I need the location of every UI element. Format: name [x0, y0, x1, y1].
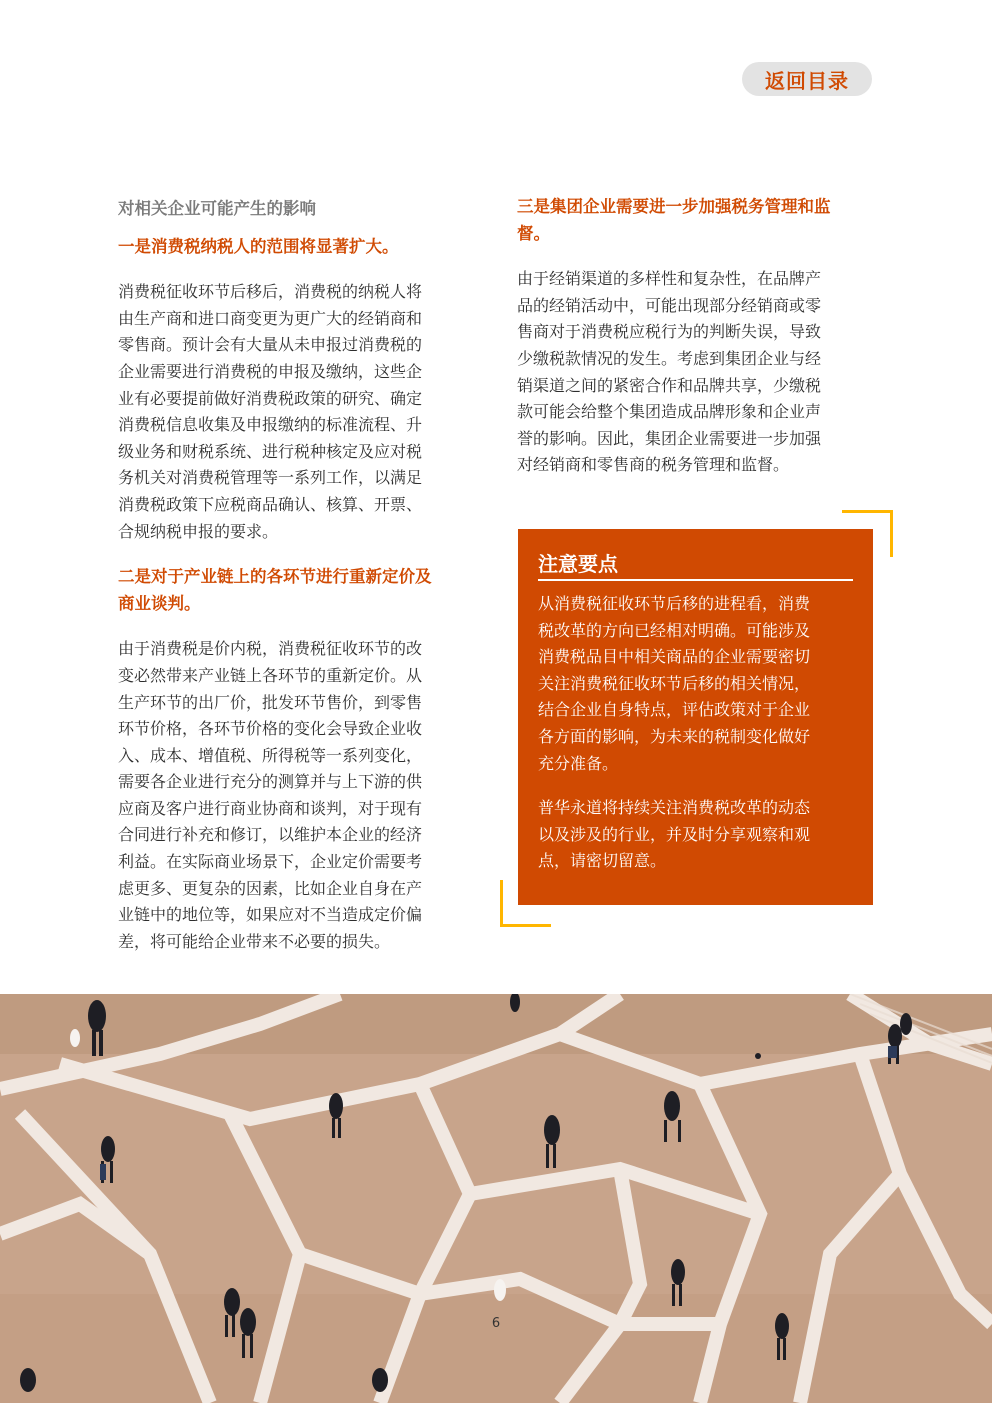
text-line: 消费税品目中相关商品的企业需要密切 [538, 647, 811, 667]
text-line: 充分准备。 [538, 753, 619, 773]
text-line: 应商及客户进行商业协商和谈判，对于现有 [118, 798, 423, 818]
text-line: 点，请密切留意。 [538, 851, 667, 871]
text-line: 由生产商和进口商变更为更广大的经销商和 [118, 308, 423, 328]
text-line: 入、成本、增值税、所得税等一系列变化， [118, 745, 423, 765]
text-line: 关注消费税征收环节后移的相关情况， [538, 673, 811, 693]
text-line: 企业需要进行消费税的申报及缴纳，这些企 [118, 361, 423, 381]
left-column [118, 196, 476, 955]
text-line: 零售商。预计会有大量从未申报过消费税的 [118, 335, 423, 355]
heading-1: 一是消费税纳税人的范围将显著扩大。 [118, 236, 399, 256]
text-line: 对经销商和零售商的税务管理和监督。 [517, 455, 790, 475]
heading-line: 督。 [517, 223, 550, 243]
text-line: 各方面的影响，为未来的税制变化做好 [538, 726, 811, 746]
heading-line: 商业谈判。 [118, 593, 201, 613]
text-line: 普华永道将持续关注消费税改革的动态 [538, 798, 811, 818]
text-line: 务机关对消费税管理等一系列工作，以满足 [118, 468, 423, 488]
paragraph-2 [118, 636, 476, 955]
text-line: 从消费税征收环节后移的进程看，消费 [538, 594, 811, 613]
text-line: 少缴税款情况的发生。考虑到集团企业与经 [517, 348, 822, 368]
heading-3 [517, 194, 875, 247]
text-line: 虑更多、更复杂的因素，比如企业自身在产 [118, 878, 423, 898]
text-line: 利益。在实际商业场景下，企业定价需要考 [118, 852, 423, 872]
text-line: 税改革的方向已经相对明确。可能涉及 [538, 620, 811, 640]
text-line: 由于消费税是价内税，消费税征收环节的改 [118, 639, 423, 659]
key-points-box [518, 529, 873, 905]
text-line: 业链中的地位等，如果应对不当造成定价偏 [118, 905, 423, 925]
text-line: 售商对于消费税应税行为的判断失误，导致 [517, 322, 822, 342]
title-divider [538, 579, 853, 581]
text-line: 品的经销活动中，可能出现部分经销商或零 [517, 295, 822, 315]
heading-line: 三是集团企业需要进一步加强税务管理和监 [517, 197, 831, 216]
text-line: 合规纳税申报的要求。 [118, 521, 279, 541]
text-line: 消费税征收环节后移后，消费税的纳税人将 [118, 282, 423, 302]
paragraph-1 [118, 279, 476, 545]
text-line: 生产环节的出厂价，批发环节售价，到零售 [118, 692, 423, 712]
text-line: 由于经销渠道的多样性和复杂性，在品牌产 [517, 269, 822, 289]
text-line: 消费税信息收集及申报缴纳的标准流程、升 [118, 415, 423, 435]
plaza-photo [0, 994, 992, 1403]
text-line: 环节价格，各环节价格的变化会导致企业收 [118, 719, 423, 739]
text-line: 需要各企业进行充分的测算并与上下游的供 [118, 772, 423, 792]
text-line: 结合企业自身特点，评估政策对于企业 [538, 700, 811, 720]
text-line: 消费税政策下应税商品确认、核算、开票、 [118, 494, 423, 514]
corner-bracket-bottom-left [500, 880, 551, 927]
text-line: 誉的影响。因此，集团企业需要进一步加强 [517, 428, 822, 448]
text-line: 变必然带来产业链上各环节的重新定价。从 [118, 665, 423, 685]
heading-line: 二是对于产业链上的各环节进行重新定价及 [118, 567, 432, 587]
paragraph-3 [517, 266, 875, 479]
text-line: 业有必要提前做好消费税政策的研究、确定 [118, 388, 423, 408]
text-line: 差，将可能给企业带来不必要的损失。 [118, 931, 391, 951]
text-line: 级业务和财税系统、进行税种核定及应对税 [118, 441, 423, 461]
heading-2 [118, 564, 476, 617]
page-number: 6 [491, 1316, 501, 1331]
text-line: 款可能会给整个集团造成品牌形象和企业声 [517, 402, 822, 422]
text-line: 合同进行补充和修订，以维护本企业的经济 [118, 825, 423, 845]
key-points-paragraph-2 [538, 795, 853, 875]
back-to-contents-button[interactable]: 返回目录 [742, 62, 872, 96]
text-line: 销渠道之间的紧密合作和品牌共享，少缴税 [517, 375, 822, 395]
key-points-title: 注意要点 [538, 552, 618, 576]
section-label: 对相关企业可能产生的影响 [118, 199, 316, 218]
right-column [517, 194, 875, 479]
text-line: 以及涉及的行业，并及时分享观察和观 [538, 824, 811, 844]
key-points-paragraph-1 [538, 591, 853, 777]
